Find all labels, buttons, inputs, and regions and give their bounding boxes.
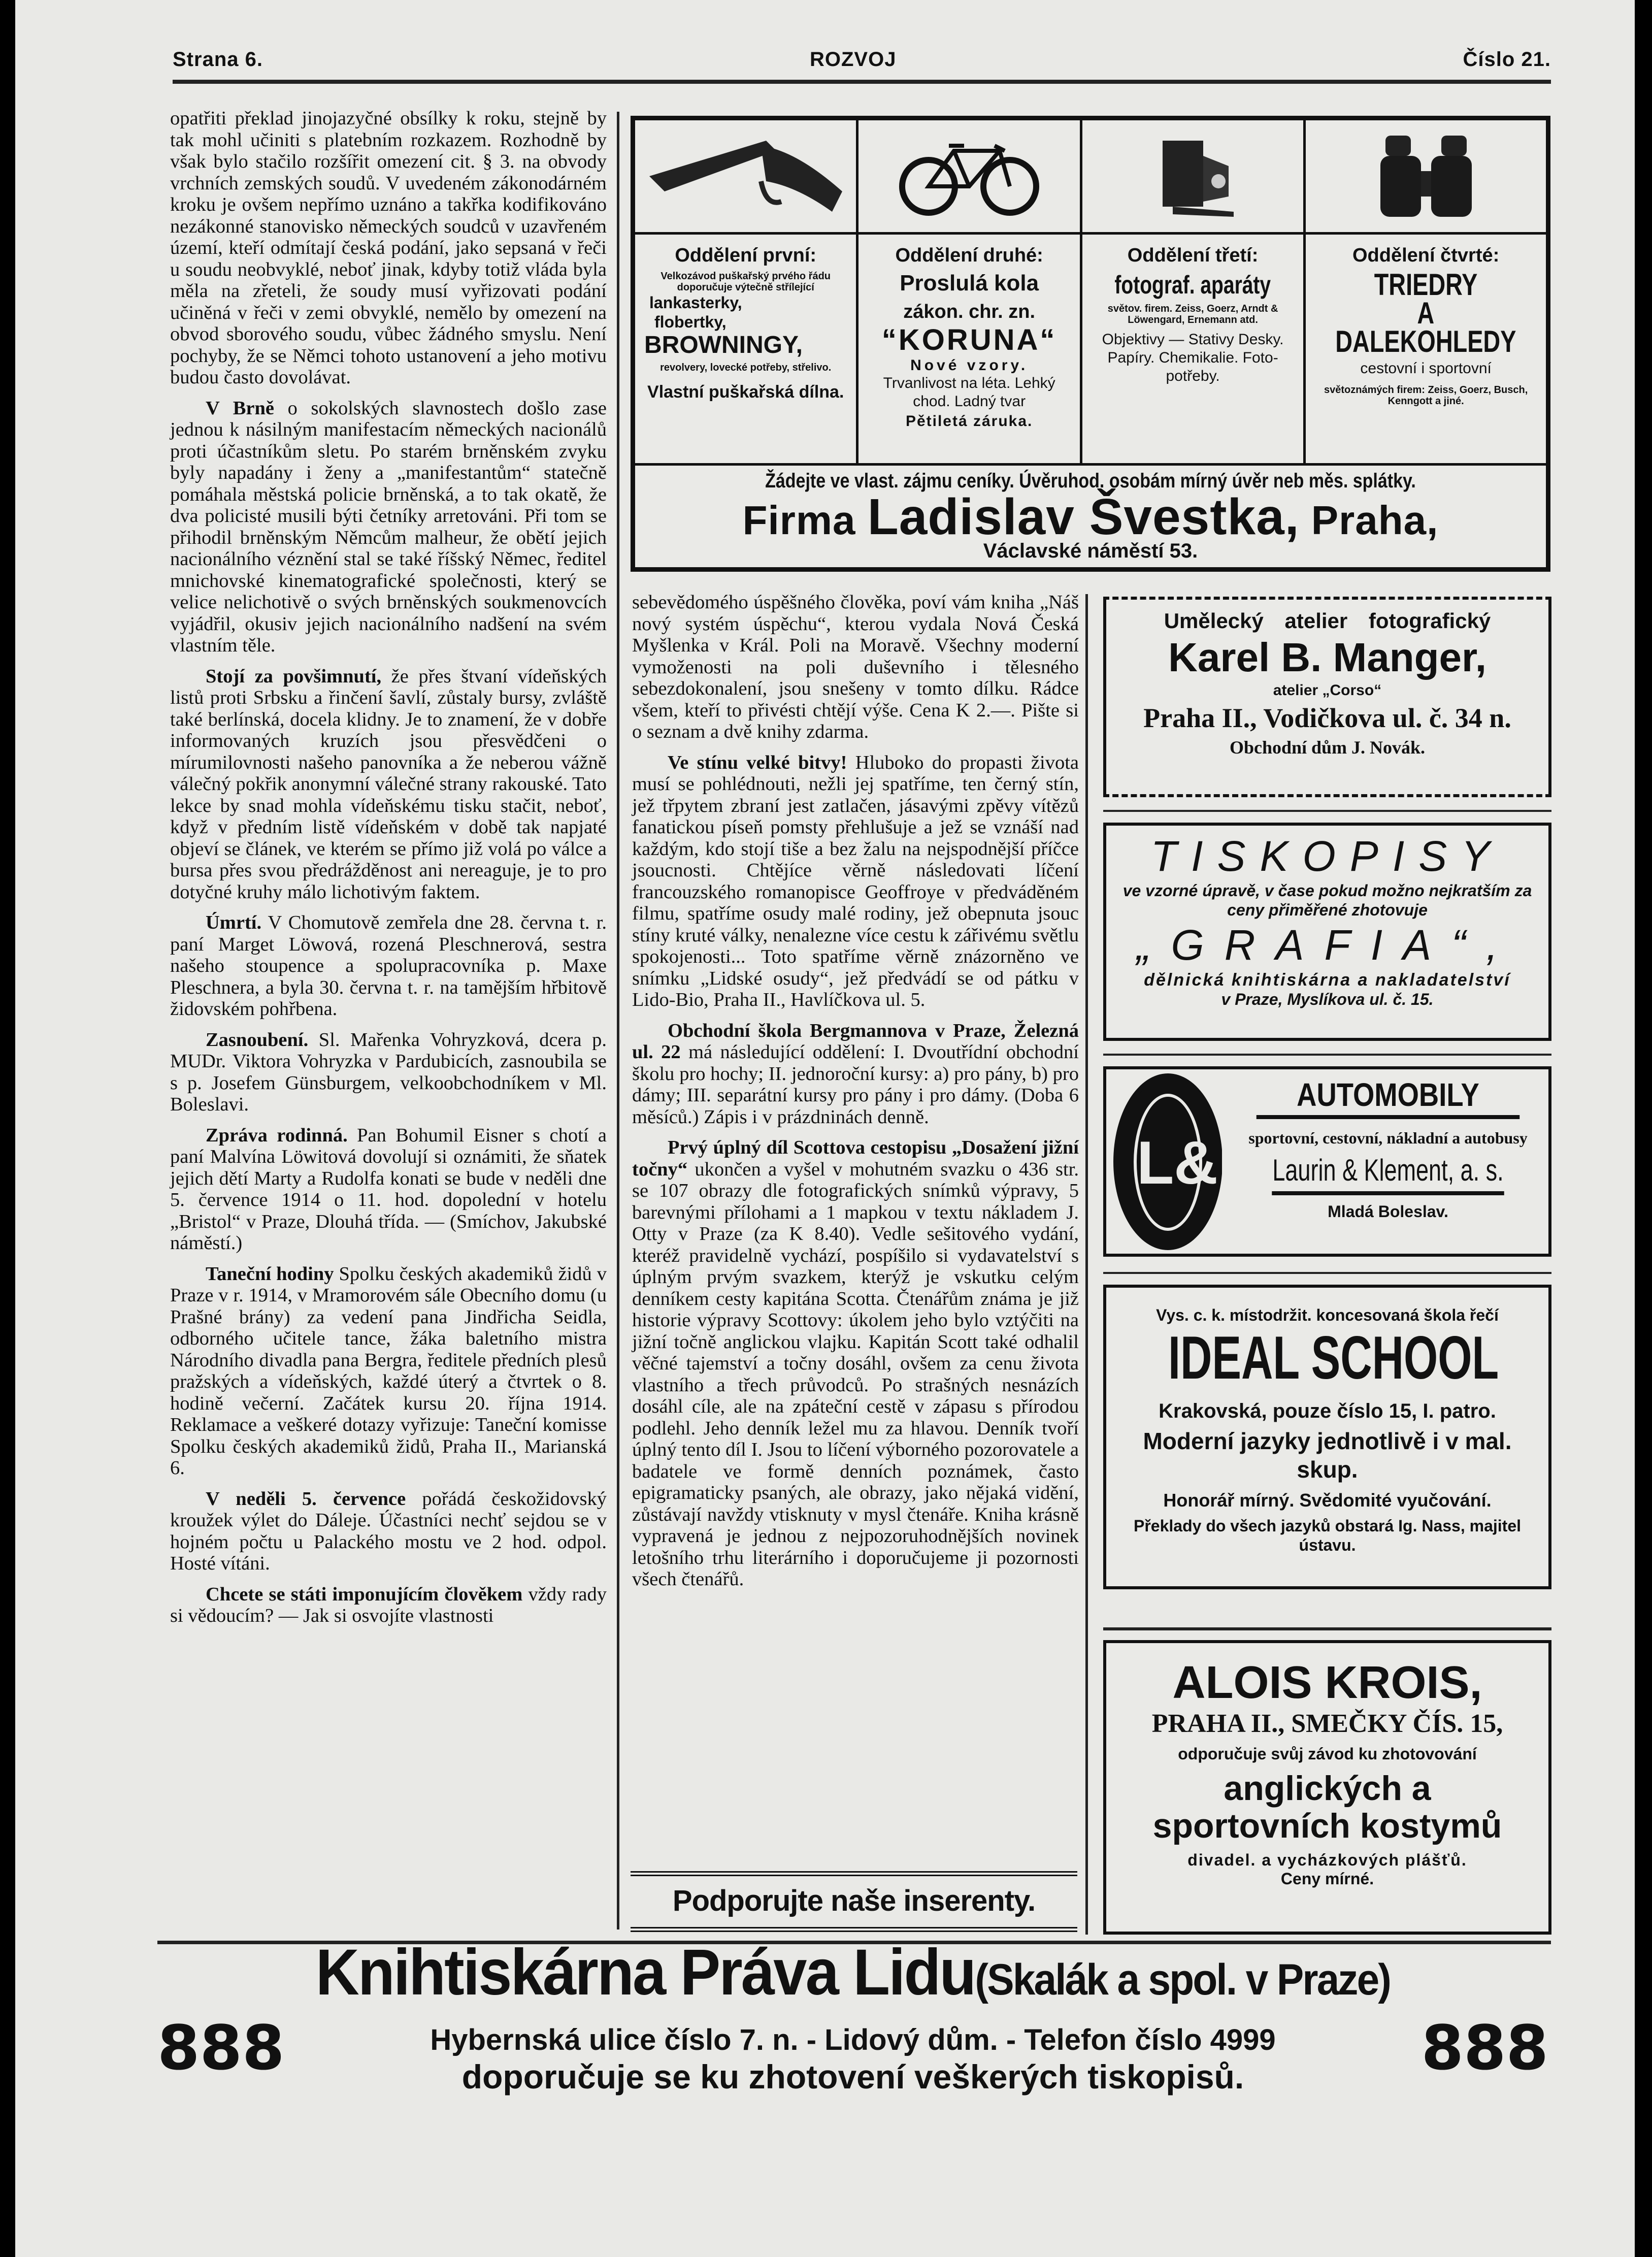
article-paragraph: opatřiti překlad jinojazyčné obsílky k roku, stejně by tak mohl učiniti s platebním rozkazem. Rozhodně by však bylo stačilo rozšířit omezení cit. § 3. na obvody vrchních zemských soudů. V uvedeném zákonodárném kroku je ovšem nepřímo uznáno a takřka kodifikováno nezákonné stanovisko německých soudců v uzavřeném území, kteří odmítají česká podání, jako sepsaná v řeči u soudu neobvyklé, neboť jinak, kdyby totiž vláda byla měla na zřeteli, že soudy musí vyřizovati podání učiněná v řeči v zemi obvyklé, nemělo by omezení na obvod sborového soudu, vůbec žádného smyslu. Není pochyby, že se Němci tohoto ustanovení a jeho motivu budou často dovolávat.	[170, 108, 607, 388]
issue-number: Číslo 21.	[1463, 48, 1551, 71]
ad-text: IDEAL SCHOOL	[1168, 1324, 1499, 1392]
ad-laurin-klement	[1103, 1066, 1551, 1257]
ad-text: (Skalák a spol. v Praze)	[975, 1955, 1391, 2004]
dept-cell-3	[1082, 120, 1306, 463]
ad-text: Václavské náměstí 53.	[983, 540, 1198, 562]
column-divider	[1085, 594, 1088, 1935]
article-bitva: Ve stínu velké bitvy! Hluboko do propasti života musí se pohlédnouti, nežli jej spatříme, ten černý stín, jež třpytem zbraní jest zatlačen, jásavými zpěvy vítězů fanatickou píseň pomsty přehlušuje a jež se vznáší nad každým, kdo stojí tiše a bez žalu na nejspodnější příčce jsoucnosti. Chtějíce věrně následovati líčení francouzského romanopisce Geoffroye v předváděném filmu, spatříme osudy malé rodiny, jež obepnuta jsouc stíny kruté války, nenalezne více cestu k zářivému světlu spokojenosti... Toto spatříme věrně znázorněno ve snímku „Lidské osudy“, jež předvádí se od pátku v Lido-Bio, Praha II., Havlíčkova ul. 5.	[632, 751, 1079, 1010]
article-brno: V Brně o sokolských slavnostech došlo zase jednou k násilným manifestacím německých nacionálů proti účastníkům sletu. Po starém brněnském zvyku byly napadány i ženy a „manifestantům“ statečně pomáhala městská policie brněnská, a to tak okatě, že dva policisté musili býti četníky arretováni. Při tom se přihodil brněnským Němcům malheur, že obětí jejich nacionálního véznění stal se také říšský Němec, ředitel mnichovské kinematografické společnosti, který se velice nelichotivě o svých brněnských soukmenovcích vyjádřil, okusiv jejich nacionálního nadšení na svém vlastním těle.	[170, 397, 607, 656]
article-chcete: Chcete se státi imponujícím člověkem vždy rady si vědoucím? — Jak si osvojíte vlastnosti	[170, 1583, 607, 1626]
ad-text: fotograf. aparáty	[1114, 271, 1271, 299]
bicycle-icon	[858, 120, 1079, 235]
ad-text: světov. firem. Zeiss, Goerz, Arndt & Löwengard, Ernemann atd.	[1107, 303, 1278, 325]
ad-text: BROWNINGY,	[644, 332, 803, 358]
footer-ad-knihtiskarna	[157, 1935, 1548, 2102]
dept-title: Oddělení třetí:	[1127, 245, 1259, 266]
ad-text: Nové vzory.	[910, 357, 1029, 374]
ad-text: lankasterky,	[649, 293, 742, 312]
header-rule	[173, 80, 1551, 84]
page-number: Strana 6.	[173, 48, 263, 71]
ad-text: Pětiletá záruka.	[905, 413, 1033, 430]
ad-ideal-school	[1103, 1285, 1551, 1589]
ad-text: PRAHA II., SMEČKY ČÍS. 15,	[1151, 1709, 1503, 1738]
article-lead: Zasnoubení.	[206, 1029, 309, 1051]
ad-text: Ceny mírné.	[1280, 1870, 1374, 1888]
ad-text: revolvery, lovecké potřeby, střelivo.	[660, 362, 832, 373]
ad-text: Vys. c. k. místodržit. koncesovaná škola řečí	[1156, 1306, 1499, 1324]
ad-text: TRIEDRY	[1374, 268, 1478, 302]
ad-tiskopisy	[1103, 823, 1551, 1041]
lk-logo-icon	[1113, 1073, 1262, 1250]
ad-text: cestovní i sportovní	[1360, 360, 1492, 377]
camera-icon	[1082, 120, 1303, 235]
ad-text: sportovní, cestovní, nákladní a autobusy	[1248, 1129, 1528, 1147]
article-lead: Taneční hodiny	[206, 1263, 334, 1285]
newspaper-page	[15, 0, 1635, 2257]
ad-text: Praha,	[1311, 498, 1439, 543]
article-vylet: V neděli 5. července pořádá českožidovský kroužek výlet do Dáleje. Účastníci nechť sejdou se v hojném počtu u Palackého mostu ve 2 hod. odpol. Hosté vítáni.	[170, 1488, 607, 1574]
ad-manger	[1103, 597, 1551, 797]
ad-text: v Praze, Myslíkova ul. č. 15.	[1221, 990, 1434, 1008]
ad-text: ALOIS KROIS,	[1172, 1657, 1482, 1708]
newspaper-title: ROZVOJ	[810, 48, 897, 71]
ad-text: Honorář mírný. Svědomité vyučování.	[1163, 1490, 1492, 1511]
article-bursy: Stojí za povšimnutí, že přes štvaní vídeňských listů proti Srbsku a řinčení šavlí, zůstaly bursy, zvláště také berlínská, docela klidny. Je to znamení, že v dobře informovaných kruzích jsou přesvědčeni o mírumilovnosti našeho panovníka a že neberou vážně válečný pokřik anonymní válečné strany rakouské. Tato lekce by snad mohla vídeňskému tisku stačit, neboť, když v předním listě vídeňském v době tak napjaté objeví se článek, ve kterém se přímo již volá po válce a bursa přes svou předrážděnost ani nereaguje, je to pro dotyčné kruhy málo lichotivým faktem.	[170, 665, 607, 903]
dept-cell-1	[635, 120, 858, 463]
ad-text: Obchodní dům J. Novák.	[1229, 737, 1426, 758]
ad-text: TISKOPISY	[1150, 832, 1504, 880]
ad-text: Karel B. Manger,	[1168, 635, 1486, 680]
article-tanecni-hodiny: Taneční hodiny Spolku českých akademiků židů v Praze v r. 1914, v Mramorovém sále Obecního domu (u Prašné brány) za vedení pana Jindřicha Seidla, odborného učitele tance, žáka baletního mistra Národního divadla pana Bergra, ředitele předních plesů pražských a vídeňských, každé úterý a čtvrtek o 8. hodině večerní. Začátek kursu 20. října 1914. Reklamace a veškeré dotazy vyřizuje: Taneční komisse Spolku českých akademiků židů, Praha II., Marianská 6.	[170, 1263, 607, 1479]
ad-text: Žádejte ve vlast. zájmu ceníky. Úvěruhod. osobám mírný úvěr neb měs. splátky.	[765, 470, 1416, 492]
ad-text: zákon. chr. zn.	[903, 301, 1036, 322]
ad-text: Krakovská, pouze číslo 15, I. patro.	[1159, 1400, 1496, 1422]
ad-text: Vlastní puškařská dílna.	[647, 382, 844, 402]
ornament-icon: 888	[157, 2013, 285, 2084]
article-lead: V Brně	[206, 397, 275, 419]
ad-text: flobertky,	[654, 313, 726, 331]
ad-text: dělnická knihtiskárna a nakladatelství	[1144, 970, 1511, 990]
article-lead: Stojí za povšimnutí,	[206, 665, 382, 687]
ad-text: Velkozávod puškařský prvého řádu doporučuje výtečně střílející	[660, 271, 831, 293]
dept-title: Oddělení čtvrté:	[1352, 245, 1500, 266]
ad-text: Proslulá kola	[900, 271, 1039, 296]
ad-text: atelier „Corso“	[1273, 682, 1382, 699]
binoculars-icon	[1306, 120, 1546, 235]
ad-text: Firma	[742, 498, 856, 543]
article-lead: Obchodní škola Bergmannova v Praze, Železná ul. 22	[632, 1020, 1079, 1063]
article-lead: Zpráva rodinná.	[206, 1124, 348, 1146]
ad-text: Ladislav Švestka,	[867, 488, 1300, 545]
dept-title: Oddělení první:	[675, 245, 817, 266]
ad-text: A DALEKOHLEDY	[1335, 296, 1516, 358]
ad-text: ve vzorné úpravě, v čase pokud možno nejkratším za ceny přiměřené zhotovuje	[1122, 881, 1532, 919]
article-lead: V neděli 5. července	[206, 1488, 406, 1510]
support-advertisers-banner: Podporujte naše inserenty.	[631, 1871, 1077, 1932]
ad-text: Trvanlivost na léta. Lehký chod. Ladný tvar	[883, 375, 1055, 410]
ad-text: AUTOMOBILY	[1257, 1074, 1520, 1119]
ad-text: Umělecký atelier fotografický	[1164, 609, 1491, 633]
middle-column	[632, 592, 1079, 1599]
ad-text: Moderní jazyky jednotlivě i v mal. skup.	[1143, 1428, 1512, 1483]
article-zprava-rodinna: Zpráva rodinná. Pan Bohumil Eisner s chotí a paní Malvína Löwitová dovolují si oznámiti, že sňatek jejich dětí Marty a Rudolfa konati se bude v neděli dne 5. července 1914 o 11. hod. dopolední v hotelu „Bristol“ v Praze, Dlouhá třída. — (Smíchov, Jakubské náměstí.)	[170, 1124, 607, 1254]
ad-text: Praha II., Vodičkova ul. č. 34 n.	[1143, 703, 1511, 733]
column-divider	[617, 112, 619, 1929]
ad-separator	[1103, 1054, 1551, 1056]
article-paragraph: sebevědomého úspěšného člověka, poví vám kniha „Náš nový systém úspěchu“, kterou vydala Nová Česká Myšlenka v Král. Poli na Moravě. Všechny moderní vymoženosti na poli duševního i tělesného sebezdokonalení, jsou snešeny v tomto dílku. Rádce všem, kteří to přivésti chtějí výše. Cena K 2.—. Pište si o seznam a dvě knihy zdarma.	[632, 592, 1079, 742]
left-column	[170, 108, 607, 1636]
ad-text: Knihtiskárna Práva Lidu	[315, 1936, 975, 2009]
ad-departments	[635, 120, 1546, 463]
ad-svestka	[631, 116, 1550, 572]
shotgun-icon	[635, 120, 856, 235]
dept-title: Oddělení druhé:	[895, 245, 1043, 266]
footer-slogan: doporučuje se ku zhotovení veškerých tiskopisů.	[461, 2058, 1244, 2096]
ornament-icon: 888	[1421, 2013, 1548, 2084]
ad-separator	[1103, 810, 1551, 812]
ad-text: Mladá Boleslav.	[1328, 1202, 1448, 1221]
footer-address: Hybernská ulice číslo 7. n. - Lidový dům. - Telefon číslo 4999	[430, 2023, 1276, 2056]
ad-krois	[1103, 1640, 1551, 1935]
article-lead: Prvý úplný díl Scottova cestopisu „Dosažení jižní točny“	[632, 1137, 1079, 1180]
ad-text: Překlady do všech jazyků obstará Ig. Nass, majitel ústavu.	[1134, 1517, 1521, 1554]
footer-title	[206, 1935, 1500, 2018]
ad-text: odporučuje svůj závod ku zhotovování	[1178, 1745, 1477, 1763]
firm-name	[635, 488, 1546, 545]
article-skola: Obchodní škola Bergmannova v Praze, Železná ul. 22 má následující oddělení: I. Dvoutřídní obchodní školu pro hochy; II. jednoroční kursy: a) pro pány, b) pro dámy; III. separátní kursy pro pány i pro dámy. (Doba 6 měsíců.) Zápis i v prázdninách denně.	[632, 1020, 1079, 1128]
page-header	[173, 48, 1551, 89]
ad-separator	[1103, 1627, 1551, 1630]
ad-text: anglických a sportovních kostymů	[1152, 1769, 1502, 1845]
ad-text: Laurin & Klement, a. s.	[1272, 1150, 1504, 1195]
ad-text: světoznámých firem: Zeiss, Goerz, Busch, Kenngott a jiné.	[1324, 384, 1528, 407]
ad-text: L&K	[1134, 1094, 1202, 1231]
article-zasnoubeni: Zasnoubení. Sl. Mařenka Vohryzková, dcera p. MUDr. Viktora Vohryzka v Pardubicích, zasnoubila se s p. Josefem Günsburgem, velkoobchodníkem v Ml. Boleslavi.	[170, 1029, 607, 1115]
ad-text: „GRAFIA“,	[1136, 921, 1518, 969]
dept-cell-2	[858, 120, 1082, 463]
ad-text: divadel. a vycházkových plášťů.	[1187, 1851, 1467, 1869]
dept-cell-4	[1306, 120, 1546, 463]
article-lead: Ve stínu velké bitvy!	[668, 751, 847, 773]
article-umrti: Úmrtí. V Chomutově zemřela dne 28. června t. r. paní Marget Löwová, rozená Pleschnerová, sestra našeho stoupence a spolupracovníka p. Maxe Pleschnera, a byla 30. června t. r. na tamějším hřbitově židovském pohřbena.	[170, 912, 607, 1020]
ad-text: Objektivy — Stativy Desky. Papíry. Chemikalie. Foto-potřeby.	[1102, 331, 1284, 384]
article-lead: Chcete se státi imponujícím člověkem	[206, 1583, 523, 1605]
article-scott: Prvý úplný díl Scottova cestopisu „Dosažení jižní točny“ ukončen a vyšel v mohutném svazku o 436 str. se 107 obrazy dle fotografických snímků výpravy, 5 barevnými přílohami a 1 mapkou v textu nákladem J. Otty v Praze (za K 8.40). Vedle sešitového vydání, kteréž pravidelně vychází, pospíšilo si vydavatelství s úplným prvým svazkem, kterýž je vskutku celým denníkem cesty kapitána Scotta. Čtenářům známa je již historie výpravy Scottovy: úkolem jeho bylo vztýčiti na jižní točně anglickou vlajku. Kapitán Scott také odhalil věčné tajemství a točny dosáhl, ovšem za cenu života vlastního a třech průvodců. Po strašných nesnázích dosáhl cíle, ale na zpáteční cestě v zápasu s přírodou podlehl. Jeho denník ležel mu za hlavou. Denník tvoří úplný tento díl I. Jsou to líčení výborného pozorovatele a badatele ve formě denních poznámek, často epigramaticky psaných, ale obrazy, jako nějaká vidění, zůstávají navždy vtisknuty v mysl čtenáře. Kniha krásně vypravená je jednou z nejpozoruhodnějších novinek letošního trhu literárního i doporučujeme ji pozornosti všech čtenářů.	[632, 1137, 1079, 1590]
article-lead: Úmrtí.	[206, 912, 262, 933]
ad-text: “KORUNA“	[881, 323, 1057, 356]
ad-svestka-footer	[635, 463, 1546, 572]
ad-separator	[1103, 1272, 1551, 1274]
